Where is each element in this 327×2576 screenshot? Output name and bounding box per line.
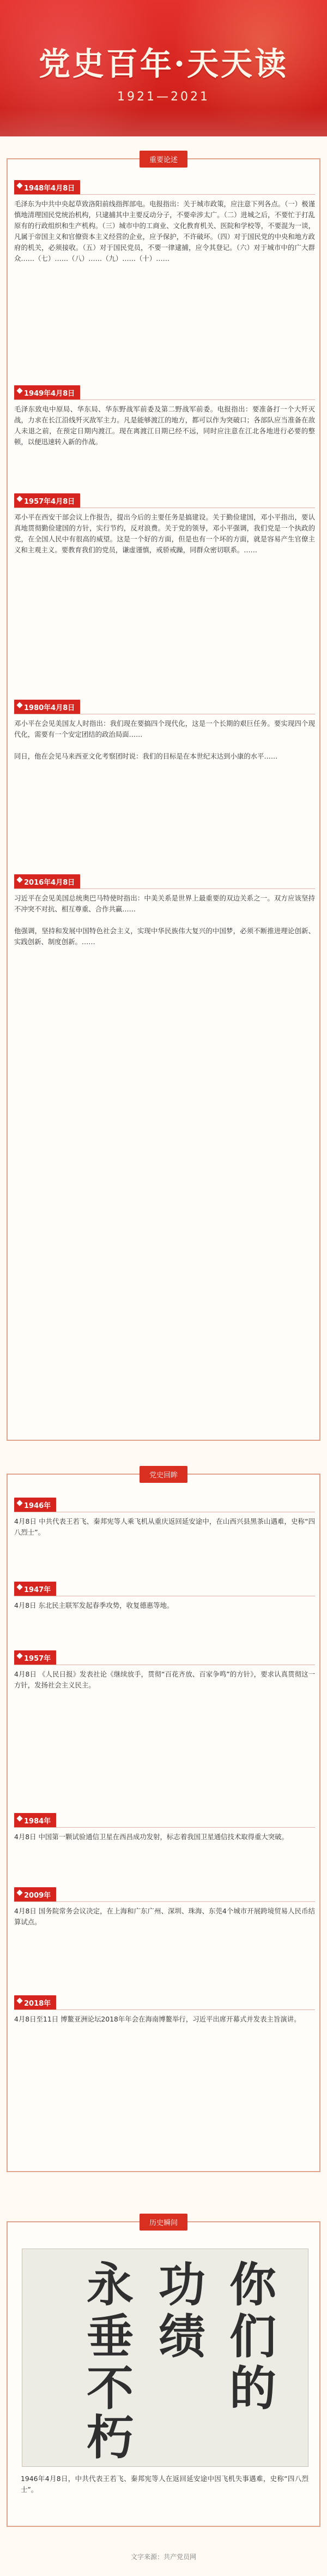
important-text-2: 毛泽东致电中原局、华东局、华东野战军前委及第二野战军前委。电报指出：要准备打一个大歼灭战，力求在长江沿线歼灭敌军主力。凡是能够渡江的地方，都可以作为突破口；各部队应当准备在敌人未退之前，在预定日期内渡江。现在离渡江日期已经不远，同时应注意在江北各地进行必要的整顿，以便迅速转入新的作战。 xyxy=(14,405,315,446)
review-item-4 xyxy=(14,1813,315,1879)
section-tab-important: 重要论述 xyxy=(140,151,187,168)
header-banner xyxy=(0,0,327,136)
review-divider-5 xyxy=(14,1901,315,1902)
calligraphy-char-5: 绩 xyxy=(159,2309,205,2364)
important-section xyxy=(7,158,320,1441)
review-date-3: 1957年 xyxy=(14,1650,56,1665)
important-date-4: 1980年4月8日 xyxy=(14,700,80,714)
review-text-1: 4月8日 中共代表王若飞、秦邦宪等人乘飞机从重庆返回延安途中，在山西兴县黑茶山遇难，史称“四八烈士”。 xyxy=(14,1517,315,1536)
page-title: 党史百年·天天读 xyxy=(38,45,289,82)
review-divider-4 xyxy=(14,1827,315,1828)
important-divider-2 xyxy=(14,399,315,400)
review-text-5: 4月8日 国务院常务会议决定，在上海和广东广州、深圳、珠海、东莞4个城市开展跨境贸易人民币结算试点。 xyxy=(14,1907,315,1926)
calligraphy-char-7: 垂 xyxy=(87,2309,134,2364)
important-date-3: 1957年4月8日 xyxy=(14,493,80,508)
review-item-6 xyxy=(14,1995,315,2077)
important-divider-1 xyxy=(14,194,315,195)
review-divider-6 xyxy=(14,2009,315,2010)
important-item-4 xyxy=(14,700,315,863)
important-text-3: 邓小平在西安干部会议上作报告，提出今后的主要任务是搞建设。关于勤俭建国，邓小平指出，要认真地贯彻勤俭建国的方针，实行节约，反对浪费。关于党的领导，邓小平强调，我们党是一个执政的党，在全国人民中有很高的威望。这是一个好的方面，但是也有一个坏的方面，就是容易产生官僚主义和主观主义。要教育我们的党员，谦虚谨慎，戒骄戒躁，同群众密切联系。…… xyxy=(14,513,315,554)
review-text-4: 4月8日 中国第一颗试验通信卫星在西昌成功发射，标志着我国卫星通信技术取得重大突破。 xyxy=(14,1833,288,1841)
review-date-1: 1946年 xyxy=(14,1498,56,1512)
page-years: 1921—2021 xyxy=(117,90,210,104)
important-item-3 xyxy=(14,493,315,690)
important-item-1 xyxy=(14,180,315,377)
review-item-2 xyxy=(14,1582,315,1642)
calligraphy-char-6: 永 xyxy=(87,2257,134,2312)
calligraphy-char-3: 的 xyxy=(229,2361,276,2416)
review-date-5: 2009年 xyxy=(14,1887,56,1902)
calligraphy-char-1: 你 xyxy=(229,2257,276,2312)
history-section xyxy=(7,2221,320,2527)
important-date-1: 1948年4月8日 xyxy=(14,180,80,195)
important-text-1: 毛泽东为中共中央起草致洛阳前线指挥部电。电报指出：关于城市政策，应注意下列各点。（一）极谨慎地清理国民党统治机构，只逮捕其中主要反动分子，不要牵涉太广。（二）进城之后，不要忙于打乱原有的行政组织和生产机构。（三）城市中的工商业、文化教育机关、医院和学校等，不要混为一谈，凡属于帝国主义和官僚资本主义经营的企业，应予保护，不许破坏。（四）对于国民党的中央和地方政府的机关，必须接收。（五）对于国民党员，不要一律逮捕，应令其登记。（六）对于城市中的广大群众……（七）……（八）……（九）……（十）…… xyxy=(14,200,315,263)
important-date-5: 2016年4月8日 xyxy=(14,874,80,889)
review-text-6: 4月8日至11日 博鳌亚洲论坛2018年年会在海南博鳌举行，习近平出席开幕式并发表主旨演讲。 xyxy=(14,2015,301,2023)
calligraphy-char-4: 功 xyxy=(159,2257,205,2312)
review-text-2: 4月8日 东北民主联军发起春季攻势，收复德惠等地。 xyxy=(14,1601,174,1609)
important-text-5: 习近平在会见美国总统奥巴马特使时指出：中美关系是世界上最重要的双边关系之一。双方应该坚持不冲突不对抗、相互尊重、合作共赢…… 他强调，坚持和发展中国特色社会主义，实现中华民族伟大复兴的中国梦，必须不断推进理论创新、实践创新、制度创新。…… xyxy=(14,894,315,946)
review-item-1 xyxy=(14,1498,315,1574)
history-caption: 1946年4月8日，中共代表王若飞、秦邦宪等人在返回延安途中因飞机失事遇难，史称“四八烈士”。 xyxy=(21,2474,308,2494)
footer-source: 文字来源：共产党员网 xyxy=(130,2553,196,2561)
historical-calligraphy-photo xyxy=(22,2249,308,2467)
review-section xyxy=(7,1471,320,2172)
important-item-2 xyxy=(14,385,315,484)
review-date-4: 1984年 xyxy=(14,1813,56,1828)
review-item-5 xyxy=(14,1887,315,1985)
important-text-4: 邓小平在会见美国友人时指出：我们现在要搞四个现代化，这是一个长期的艰巨任务。要实现四个现代化，需要有一个安定团结的政治局面…… 同日，他在会见马来西亚文化考察团时说：我们的目标是在本世纪末达到小康的水平…… xyxy=(14,719,315,760)
review-date-2: 1947年 xyxy=(14,1582,56,1596)
important-item-5 xyxy=(14,874,315,1420)
section-tab-review: 党史回眸 xyxy=(140,1466,187,1483)
review-date-6: 2018年 xyxy=(14,1995,56,2010)
review-item-3 xyxy=(14,1650,315,1803)
calligraphy-char-8: 不 xyxy=(87,2361,134,2416)
important-date-2: 1949年4月8日 xyxy=(14,385,80,400)
calligraphy-char-2: 们 xyxy=(229,2309,276,2364)
review-text-3: 4月8日 《人民日报》发表社论《继续放手，贯彻“百花齐放、百家争鸣”的方针》，要求认真贯彻这一方针，发扬社会主义民主。 xyxy=(14,1670,315,1689)
section-tab-history: 历史瞬间 xyxy=(140,2214,187,2231)
calligraphy-char-9: 朽 xyxy=(87,2410,134,2465)
